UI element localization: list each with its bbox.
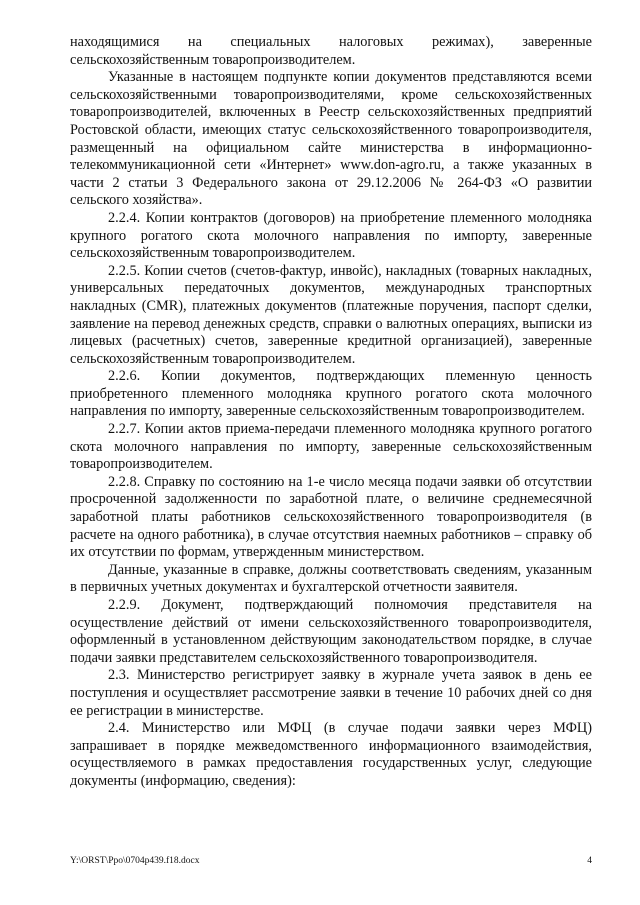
file-path: Y:\ORST\Ppo\0704p439.f18.docx bbox=[70, 856, 200, 866]
paragraph-2-2-8: 2.2.8. Справку по состоянию на 1-е число месяца подачи заявки об отсутствии просроченной задолженности по заработной плате, о величине среднемесячной заработной платы работников сельскохозяйственного товаропроизводителя (в расчете на одного работника), в случае отсутствия наемных работников – справку об их отсутствии по формам, утвержденным министерством. bbox=[70, 473, 592, 561]
page-number: 4 bbox=[587, 856, 592, 866]
paragraph-2-2-4: 2.2.4. Копии контрактов (договоров) на приобретение племенного молодняка крупного рогатого скота молочного направления по импорту, заверенные сельскохозяйственным товаропроизводителем. bbox=[70, 209, 592, 262]
paragraph-copies-note: Указанные в настоящем подпункте копии документов представляются всеми сельскохозяйственными товаропроизводителями, кроме сельскохозяйственных товаропроизводителей, включенных в Реестр сельскохозяйственных предприятий Ростовской области, имеющих статус сельскохозяйственного товаропроизводителя, размещенный на официальном сайте министерства в информационно-телекоммуникационной сети «Интернет» www.don-agro.ru, а также указанных в части 2 статьи 3 Федерального закона от 29.12.2006 № 264-ФЗ «О развитии сельского хозяйства». bbox=[70, 69, 592, 209]
paragraph-continuation: находящимися на специальных налоговых режимах), заверенные сельскохозяйственным товаропроизводителем. bbox=[70, 34, 592, 68]
paragraph-data-note: Данные, указанные в справке, должны соответствовать сведениям, указанным в первичных учетных документах и бухгалтерской отчетности заявителя. bbox=[70, 561, 592, 596]
document-body bbox=[70, 34, 592, 791]
paragraph-2-2-5: 2.2.5. Копии счетов (счетов-фактур, инвойс), накладных (товарных накладных, универсальных передаточных документов, международных транспортных накладных (CMR), платежных документов (платежные поручения, паспорт сделки, заявление на перевод денежных средств, справки о валютных операциях, выписки из лицевых (расчетных) счетов, заверенные кредитной организацией), заверенные сельскохозяйственным товаропроизводителем. bbox=[70, 262, 592, 367]
paragraph-2-2-6: 2.2.6. Копии документов, подтверждающих племенную ценность приобретенного племенного молодняка крупного рогатого скота молочного направления по импорту, заверенные сельскохозяйственным товаропроизводителем. bbox=[70, 368, 592, 420]
paragraph-2-3: 2.3. Министерство регистрирует заявку в журнале учета заявок в день ее поступления и осуществляет рассмотрение заявки в течение 10 рабочих дней со дня ее регистрации в министерстве. bbox=[70, 667, 592, 719]
paragraph-2-4: 2.4. Министерство или МФЦ (в случае подачи заявки через МФЦ) запрашивает в порядке межведомственного информационного взаимодействия, осуществляемого в рамках предоставления государственных услуг, следующие документы (информацию, сведения): bbox=[70, 720, 592, 789]
paragraph-2-2-9: 2.2.9. Документ, подтверждающий полномочия представителя на осуществление действий от имени сельскохозяйственного товаропроизводителя, оформленный в установленном действующим законодательством порядке, в случае подачи заявки представителем сельскохозяйственного товаропроизводителя. bbox=[70, 597, 592, 666]
paragraph-2-2-7: 2.2.7. Копии актов приема-передачи племенного молодняка крупного рогатого скота молочного направления по импорту, заверенные сельскохозяйственным товаропроизводителем. bbox=[70, 421, 592, 473]
